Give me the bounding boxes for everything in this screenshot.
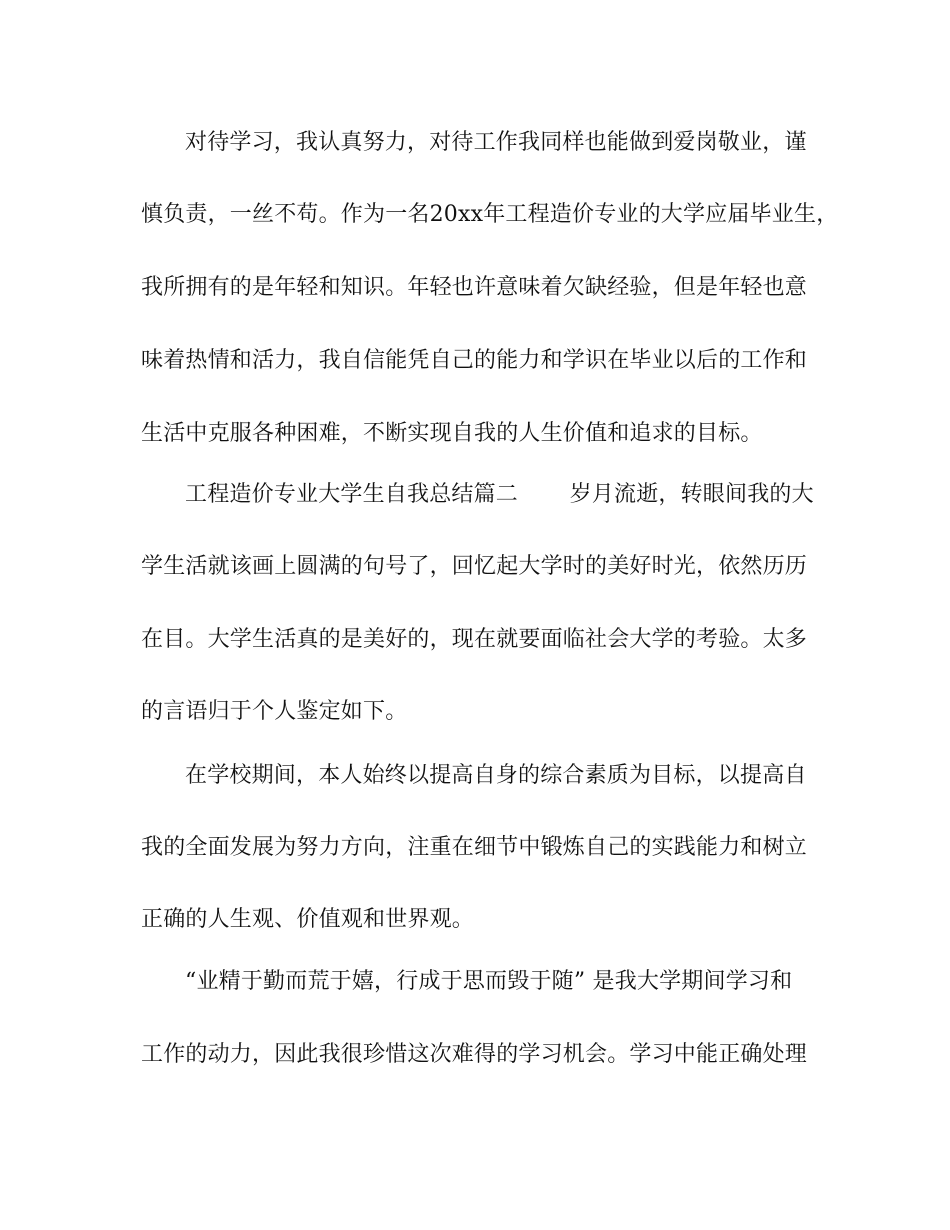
paragraph-1-line-4: 味着热情和活力，我自信能凭自己的能力和学识在毕业以后的工作和	[141, 348, 808, 373]
paragraph-4-line-1: “业精于勤而荒于嬉，行成于思而毁于随” 是我大学期间学习和	[185, 969, 793, 994]
paragraph-3-line-3: 正确的人生观、价值观和世界观。	[141, 907, 475, 932]
paragraph-1-line-5: 生活中克服各种困难，不断实现自我的人生价值和追求的目标。	[141, 421, 763, 446]
paragraph-3-line-2: 我的全面发展为努力方向，注重在细节中锻炼自己的实践能力和树立	[141, 835, 808, 860]
paragraph-4-line-2: 工作的动力，因此我很珍惜这次难得的学习机会。学习中能正确处理	[141, 1042, 808, 1067]
paragraph-2-line-2: 学生活就该画上圆满的句号了，回忆起大学时的美好时光，依然历历	[141, 554, 808, 579]
paragraph-1-line-1: 对待学习，我认真努力，对待工作我同样也能做到爱岗敬业，谨	[185, 130, 807, 155]
paragraph-2-line-1: 工程造价专业大学生自我总结篇二 岁月流逝，转眼间我的大	[185, 482, 814, 507]
paragraph-2-line-3: 在目。大学生活真的是美好的，现在就要面临社会大学的考验。太多	[141, 627, 808, 652]
paragraph-2-line-4: 的言语归于个人鉴定如下。	[141, 699, 408, 724]
paragraph-1-line-3: 我所拥有的是年轻和知识。年轻也许意味着欠缺经验，但是年轻也意	[141, 275, 808, 300]
paragraph-1-line-2: 慎负责，一丝不苟。作为一名20xx年工程造价专业的大学应届毕业生，	[141, 202, 839, 227]
paragraph-3-line-1: 在学校期间，本人始终以提高自身的综合素质为目标，以提高自	[185, 763, 807, 788]
